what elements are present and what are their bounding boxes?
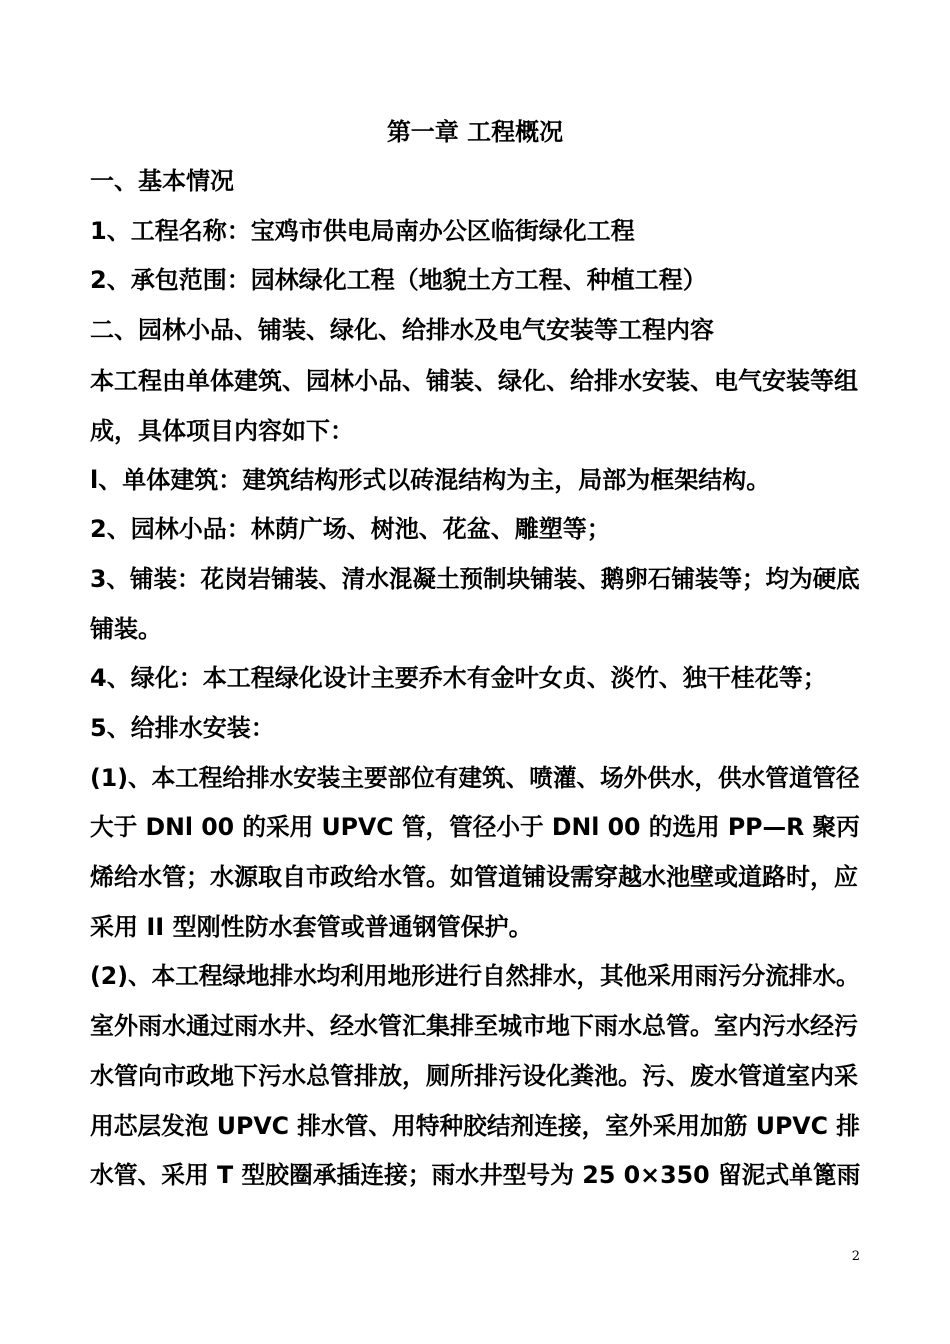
list-item-plumbing: 5、给排水安装： <box>90 714 275 742</box>
list-item-greening: 4、绿化：本工程绿化设计主要乔木有金叶女贞、淡竹、独干桂花等； <box>90 664 827 692</box>
list-item-garden-features: 2、园林小品：林荫广场、树池、花盆、雕塑等； <box>90 515 611 543</box>
project-name-line: 1、工程名称：宝鸡市供电局南办公区临街绿化工程 <box>90 217 635 245</box>
list-item-building: l、单体建筑：建筑结构形式以砖混结构为主，局部为框架结构。 <box>90 466 771 494</box>
section-heading-basic-info: 一、基本情况 <box>90 167 234 195</box>
paragraph-line: 成，具体项目内容如下： <box>90 417 354 445</box>
paragraph-line: 水管、采用 T 型胶圈承插连接；雨水井型号为 25 0×350 留泥式单篦雨 <box>90 1161 861 1189</box>
paragraph-line: 水管向市政地下污水总管排放，厕所排污设化粪池。污、废水管道室内采 <box>90 1062 858 1090</box>
contract-scope-line: 2、承包范围：园林绿化工程（地貌土方工程、种植工程） <box>90 266 707 294</box>
paragraph-line: 采用 II 型刚性防水套管或普通钢管保护。 <box>90 913 533 941</box>
paragraph-line: 大于 DNl 00 的采用 UPVC 管，管径小于 DNl 00 的选用 PP—R 聚丙 <box>90 813 860 841</box>
page-number: 2 <box>851 1249 860 1264</box>
paragraph-line: 本工程由单体建筑、园林小品、铺装、绿化、给排水安装、电气安装等组 <box>90 367 858 395</box>
list-item-paving-continued: 铺装。 <box>90 615 162 643</box>
list-item-paving: 3、铺装：花岗岩铺装、清水混凝土预制块铺装、鹅卵石铺装等；均为硬底 <box>90 565 860 593</box>
paragraph-line: 烯给水管；水源取自市政给水管。如管道铺设需穿越水池壁或道路时，应 <box>90 863 858 891</box>
chapter-title: 第一章 工程概况 <box>386 118 564 146</box>
paragraph-line: (1)、本工程给排水安装主要部位有建筑、喷灌、场外供水，供水管道管径 <box>90 764 860 792</box>
paragraph-line: 室外雨水通过雨水井、经水管汇集排至城市地下雨水总管。室内污水经污 <box>90 1012 858 1040</box>
paragraph-line: (2)、本工程绿地排水均利用地形进行自然排水，其他采用雨污分流排水。 <box>90 962 860 990</box>
paragraph-line: 用芯层发泡 UPVC 排水管、用特种胶结剂连接，室外采用加筋 UPVC 排 <box>90 1112 860 1140</box>
section-heading-content: 二、园林小品、铺装、绿化、给排水及电气安装等工程内容 <box>90 316 714 344</box>
